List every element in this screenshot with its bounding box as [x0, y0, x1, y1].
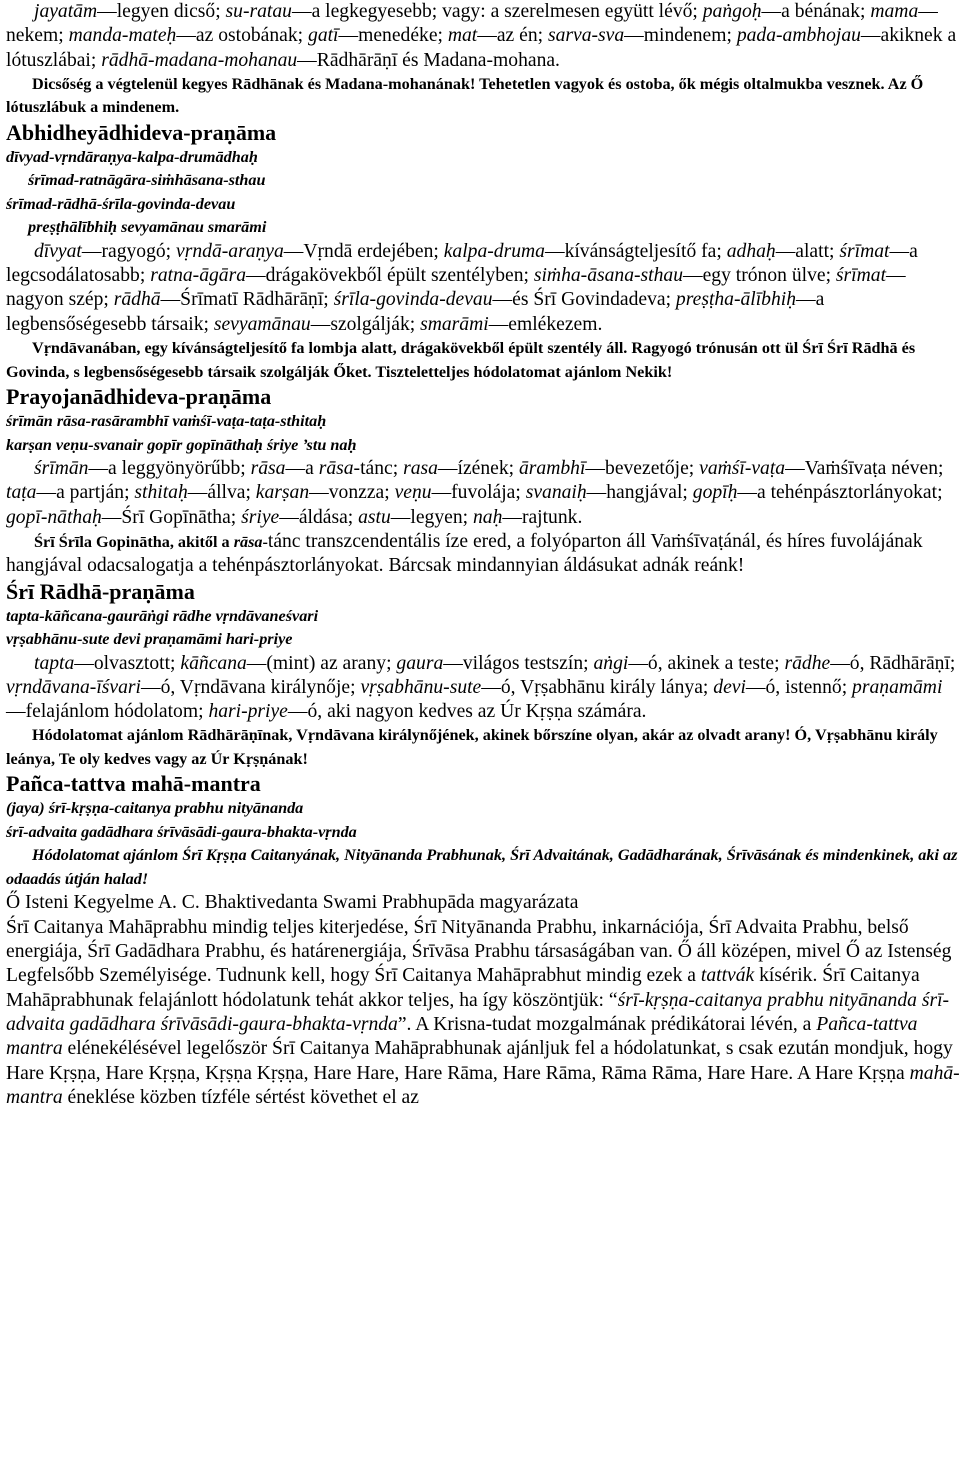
verse-line: tapta-kāñcana-gaurāṅgi rādhe vṛndāvaneśvari [6, 606, 319, 625]
section-heading-prayojana: Prayojanādhideva-praṇāma [6, 384, 272, 410]
verse-prayojana [6, 410, 960, 457]
verse-panca-tattva [6, 797, 960, 844]
translation-3: Śrī Śrīla Gopinātha, akitől a rāsa-tánc transzcendentális íze ered, a folyóparton áll Vaṁśīvaṭánál, és híres fuvolájának hangjával odacsalogatja a tehénpásztorlányokat. Bárcsak mindannyian áldásukat adnák reánk! [6, 530, 923, 577]
translation-1: Dicsőség a végtelenül kegyes Rādhānak és Madana-mohanának! Tehetetlen vagyok és ostoba, ők mégis oltalmukba vesznek. Az Ő lótuszlábuk a mindenem. [6, 74, 924, 117]
verse-line: preṣṭhālībhiḥ sevyamānau smarāmi [28, 218, 267, 237]
word-gloss-4: tapta—olvasztott; kāñcana—(mint) az arany; gaura—világos testszín; aṅgi—ó, akinek a teste; rādhe—ó, Rādhārāṇī; vṛndāvana-īśvari—ó, Vṛndāvana királynője; vṛṣabhānu-sute—ó, Vṛṣabhānu király lánya; devi—ó, istennő; praṇamāmi—felajánlom hódolatom; hari-priye—ó, aki nagyon kedves az Úr Kṛṣṇa számára. [6, 652, 956, 723]
verse-line: śrīmad-rādhā-śrīla-govinda-devau [6, 194, 236, 213]
verse-line: vṛṣabhānu-sute devi praṇamāmi hari-priye [6, 630, 293, 649]
translation-5: Hódolatomat ajánlom Śrī Kṛṣṇa Caitanyának, Nityānanda Prabhunak, Śrī Advaitának, Gadādharának, Śrīvāsának és mindenkinek, aki az odaadás útján halad! [6, 846, 958, 888]
verse-line: dīvyad-vṛndāraṇya-kalpa-drumādhaḥ [6, 147, 258, 166]
verse-line: śrī-advaita gadādhara śrīvāsādi-gaura-bhakta-vṛnda [6, 822, 357, 841]
verse-radha [6, 605, 960, 652]
verse-abhidheya [6, 146, 960, 240]
word-gloss-3: śrīmān—a leggyönyörűbb; rāsa—a rāsa-tánc; rasa—ízének; ārambhī—bevezetője; vaṁśī-vaṭa—Vaṁśīvaṭa néven; taṭa—a partján; sthitaḥ—állva; karṣan—vonzza; veṇu—fuvolája; svanaiḥ—hangjával; gopīḥ—a tehénpásztorlányokat; gopī-nāthaḥ—Śrī Gopīnātha; śriye—áldása; astu—legyen; naḥ—rajtunk. [6, 458, 944, 528]
verse-line: śrīmān rāsa-rasārambhī vaṁśī-vaṭa-taṭa-sthitaḥ [6, 412, 327, 431]
purport-body: Śrī Caitanya Mahāprabhu mindig teljes kiterjedése, Śrī Nityānanda Prabhu, inkarnációja, Śrī Advaita Prabhu, belső energiája, Śrī Gadādhara Prabhu, és határenergiája, Śrīvāsa Prabhu társaságában van. Ő áll középen, mivel Ő az Istenség Legfelsőbb Személyisége. Tudnunk kell, hogy Śrī Caitanya Mahāprabhut mindig ezek a tattvák kísérik. Śrī Caitanya Mahāprabhunak felajánlott hódolatunk tehát akkor teljes, ha így köszöntjük: “śrī-kṛṣṇa-caitanya prabhu nityānanda śrī-advaita gadādhara śrīvāsādi-gaura-bhakta-vṛnda”. A Krisna-tudat mozgalmának prédikátorai lévén, a Pañca-tattva mantra elénekélésével legelőször Śrī Caitanya Mahāprabhunak ajánljuk fel a hódolatunkat, s csak ezután mondjuk, hogy Hare Kṛṣṇa, Hare Kṛṣṇa, Kṛṣṇa Kṛṣṇa, Hare Hare, Hare Rāma, Hare Rāma, Rāma Rāma, Hare Hare. A Hare Kṛṣṇa mahā-mantra éneklése közben tízféle sértést követhet el az [6, 916, 960, 1108]
word-gloss-2: dīvyat—ragyogó; vṛndā-araṇya—Vṛndā erdejében; kalpa-druma—kívánságteljesítő fa; adhaḥ—alatt; śrīmat—a legcsodálatosabb; ratna-āgāra—drágakövekből épült szentélyben; siṁha-āsana-sthau—egy trónon ülve; śrīmat—nagyon szép; rādhā—Śrīmatī Rādhārāṇī; śrīla-govinda-devau—és Śrī Govindadeva; preṣṭha-ālībhiḥ—a legbensőségesebb társaik; sevyamānau—szolgálják; smarāmi—emlékezem. [6, 240, 918, 335]
translation-2: Vṛndāvanában, egy kívánságteljesítő fa lombja alatt, drágakövekből épült szentély áll. Ragyogó trónusán ott ül Śrī Śrī Rādhā és Govinda, s legbensőségesebb társaik szolgálják Őket. Tiszteletteljes hódolatomat ajánlom Nekik! [6, 339, 916, 381]
verse-line: (jaya) śrī-kṛṣṇa-caitanya prabhu nityānanda [6, 799, 304, 818]
verse-line: karṣan veṇu-svanair gopīr gopīnāthaḥ śriye ’stu naḥ [6, 435, 357, 454]
word-gloss-1: jayatām—legyen dicső; su-ratau—a legkegyesebb; vagy: a szerelmesen együtt lévő; paṅgoḥ—a bénának; mama—nekem; manda-mateḥ—az ostobának; gatī—menedéke; mat—az én; sarva-sva—mindenem; pada-ambhojau—akiknek a lótuszlábai; rādhā-madana-mohanau—Rādhārāṇī és Madana-mohana. [6, 1, 957, 71]
purport-heading: Ő Isteni Kegyelme A. C. Bhaktivedanta Swami Prabhupāda magyarázata [6, 892, 579, 914]
section-heading-abhidheya: Abhidheyādhideva-praṇāma [6, 119, 277, 145]
section-heading-panca-tattva: Pañca-tattva mahā-mantra [6, 771, 261, 797]
verse-line: śrīmad-ratnāgāra-siṁhāsana-sthau [28, 171, 266, 190]
translation-4: Hódolatomat ajánlom Rādhārāṇīnak, Vṛndāvana királynőjének, akinek bőrszíne olyan, akár az olvadt arany! Ó, Vṛṣabhānu király leánya, Te oly kedves vagy az Úr Kṛṣṇának! [6, 726, 938, 768]
section-heading-radha: Śrī Rādhā-praṇāma [6, 578, 195, 604]
